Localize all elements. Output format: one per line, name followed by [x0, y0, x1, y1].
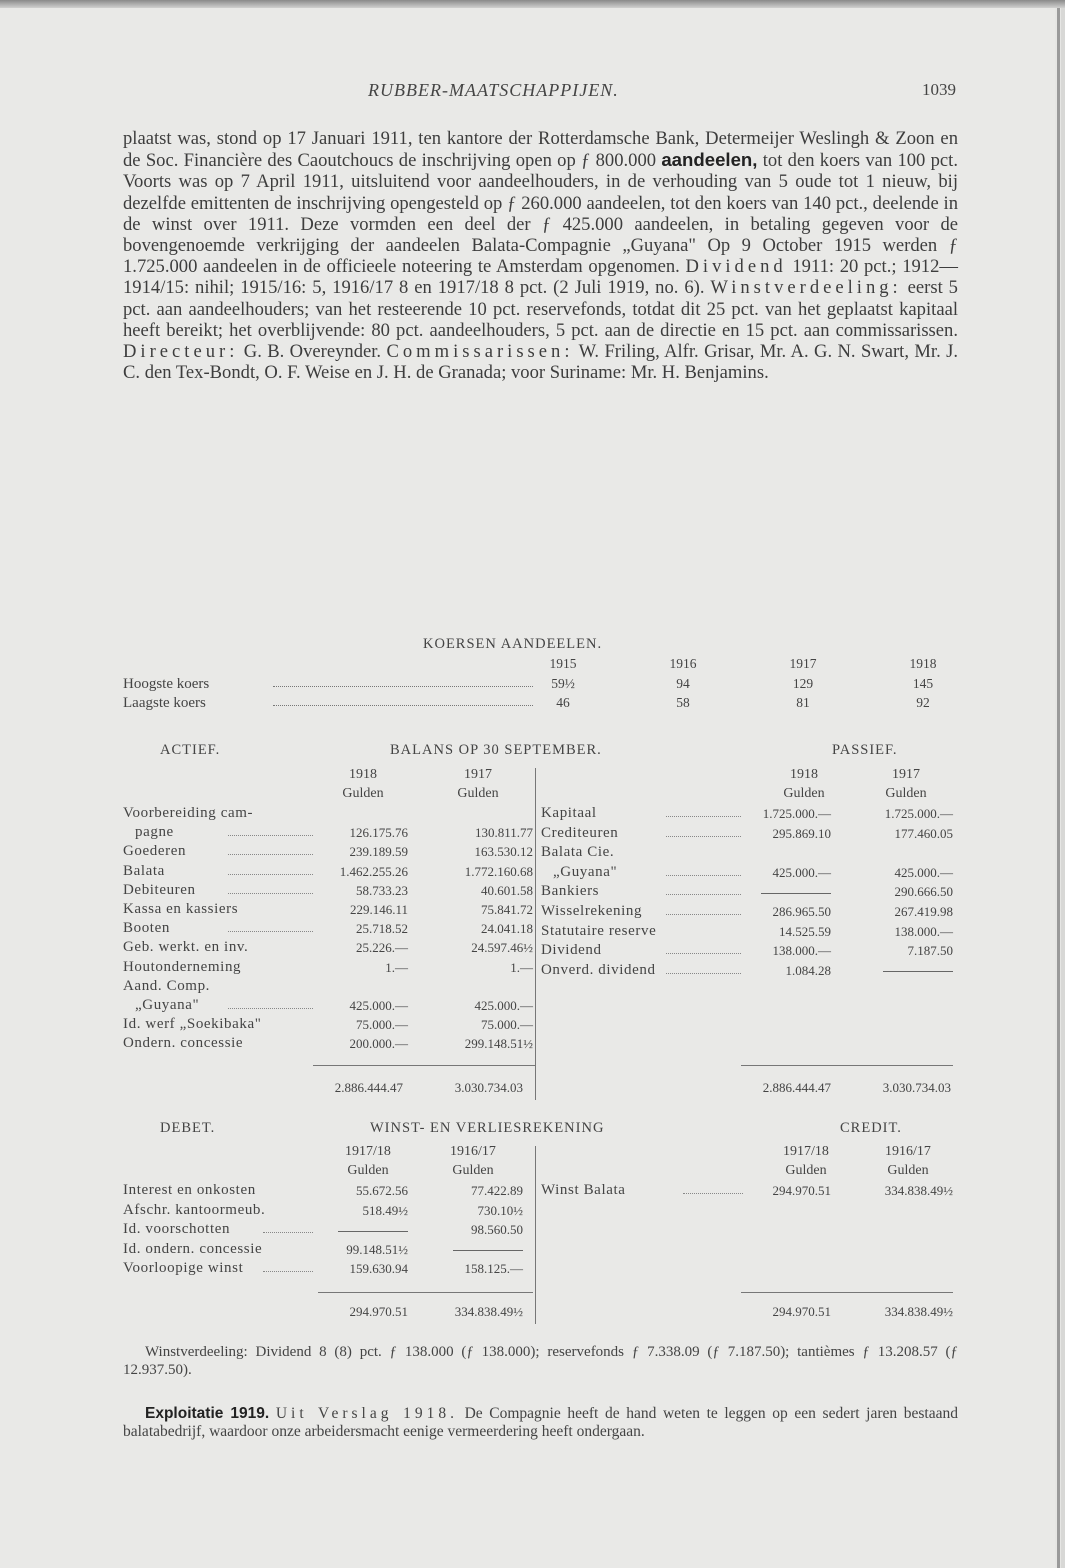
- empty-dash: [338, 1231, 408, 1232]
- col-unit: Gulden: [457, 786, 499, 801]
- table-row: [123, 959, 533, 977]
- col-unit: Gulden: [885, 786, 927, 801]
- label-dividend: Dividend: [685, 256, 787, 278]
- cell-value: 7.187.50: [907, 943, 953, 959]
- cell-value: 518.49½: [362, 1202, 408, 1218]
- winstverdeeling-note: [123, 1343, 958, 1379]
- cell-value: 286.965.50: [772, 904, 831, 919]
- cell-value: 177.460.05: [894, 825, 953, 841]
- wv-credit-table: [541, 1142, 953, 1322]
- dot-leader: [666, 816, 741, 817]
- page-number: 1039: [922, 80, 956, 99]
- cell-value: 75.000.—: [356, 1017, 408, 1033]
- koersen-year-row: [123, 656, 948, 674]
- cell-value: 290.666.50: [894, 884, 953, 900]
- table-row: [541, 962, 953, 980]
- cell-value: 239.189.59: [349, 844, 408, 860]
- row-label: Laagste koers: [123, 695, 206, 711]
- cell-value: 425.000.—: [772, 864, 831, 880]
- dot-leader: [666, 875, 741, 876]
- row-label: Kapitaal: [541, 805, 597, 821]
- cell-value: 25.226.—: [356, 940, 408, 956]
- cell-value: 730.10½: [477, 1202, 523, 1218]
- row-label: „Guyana": [135, 997, 200, 1013]
- table-row: [123, 939, 533, 957]
- col-year-1917: 1917: [892, 767, 920, 782]
- row-label: Ondern. concessie: [123, 1035, 244, 1052]
- cell-value: 99.148.51½: [346, 1241, 408, 1257]
- table-row: [123, 997, 533, 1015]
- col-unit: Gulden: [452, 1163, 494, 1178]
- row-label: Balata Cie.: [541, 844, 615, 861]
- table-row: [541, 903, 953, 921]
- row-label: Statutaire reserve: [541, 922, 657, 939]
- cell-value: 77.422.89: [471, 1183, 523, 1198]
- row-label: Goederen: [123, 843, 187, 860]
- dot-leader: [666, 894, 741, 895]
- col-year-1918: 1918: [349, 767, 377, 782]
- cell-value: 267.419.98: [894, 904, 953, 919]
- body-text-3: 1911: 20 pct.; 1912—1914/15: nihil; 1915/16: 5, 1916/17 8 en 1917/18 8 pct. (2 Juli 1919, no. 6).: [123, 256, 958, 299]
- row-label: Onverd. dividend: [541, 961, 656, 978]
- year-1915: 1915: [549, 656, 577, 671]
- cell-value: 299.148.51½: [464, 1036, 533, 1052]
- credit-total-1917-18: 294.970.51: [772, 1304, 831, 1319]
- bold-term-aandeelen: aandeelen,: [661, 149, 758, 171]
- cell-value: 1.725.000.—: [762, 806, 831, 821]
- dot-leader: [228, 1008, 313, 1009]
- cell-value: [841, 963, 953, 979]
- passief-total-1918: 2.886.444.47: [762, 1080, 831, 1095]
- empty-dash: [883, 971, 953, 972]
- cell-value: 425.000.—: [474, 998, 533, 1013]
- running-header: [0, 80, 1065, 104]
- row-label: „Guyana": [553, 863, 618, 880]
- col-unit: Gulden: [887, 1163, 929, 1178]
- row-label: Dividend: [541, 942, 602, 959]
- table-row: [123, 863, 533, 881]
- credit-total-1916-17: 334.838.49½: [884, 1304, 953, 1319]
- body-text-6: W. Friling, Alfr. Grisar, Mr. A. G. N. Swart, Mr. J. C. den Tex-Bondt, O. F. Weise en J. H. de Granada; voor Suriname: Mr. H. Benjamins.: [123, 341, 958, 384]
- cell-value: 24.597.46½: [471, 940, 533, 956]
- dot-leader: [228, 835, 313, 836]
- table-row: [541, 942, 953, 960]
- cell-value: 229.146.11: [349, 902, 408, 917]
- table-row: [123, 1035, 533, 1053]
- total-rule: [741, 1292, 953, 1293]
- row-label: Booten: [123, 920, 170, 937]
- scan-edge-right-margin: [1061, 8, 1065, 1568]
- passief-label: PASSIEF.: [832, 742, 898, 758]
- cell-value: 1.—: [385, 959, 408, 975]
- cell-value: 425.000.—: [349, 998, 408, 1013]
- col-unit: Gulden: [342, 786, 384, 801]
- cell-value: 200.000.—: [349, 1036, 408, 1052]
- cell-value: 1.462.255.26: [339, 863, 408, 879]
- scan-edge-right: [1057, 8, 1060, 1568]
- cell-value: 98.560.50: [471, 1222, 523, 1237]
- cell-value: 130.811.77: [474, 825, 533, 841]
- dot-leader: [666, 914, 741, 915]
- row-label: Aand. Comp.: [123, 977, 211, 994]
- debet-label: DEBET.: [160, 1120, 216, 1136]
- year-1918: 1918: [909, 656, 937, 671]
- table-row: [123, 920, 533, 938]
- koersen-row-laagste: [123, 695, 948, 713]
- dot-leader: [263, 1271, 313, 1272]
- body-text-4: eerst 5 pct. aan aandeelhouders; van het resteerende 10 pct. reservefonds, totdat dit 25 pct. van het geplaatst kapitaal heeft bereikt; het overblijvende: 80 pct. aandeelhouders, 5 pct. aan de directie en 15 pct. aan commissarissen.: [123, 277, 958, 341]
- year-1917: 1917: [789, 656, 817, 671]
- value: 94: [676, 676, 690, 691]
- body-paragraph: [123, 128, 958, 383]
- col-year-1916-17: 1916/17: [885, 1144, 931, 1159]
- cell-value: 58.733.23: [356, 882, 408, 898]
- cell-value: 24.041.18: [481, 921, 533, 937]
- table-row: [541, 805, 953, 823]
- actief-total-1918: 2.886.444.47: [334, 1080, 403, 1095]
- value: 58: [676, 695, 690, 710]
- cell-value: 1.—: [510, 959, 533, 975]
- cell-value: 163.530.12: [474, 844, 533, 860]
- row-label: Id. voorschotten: [123, 1221, 231, 1237]
- empty-dash: [761, 893, 831, 894]
- row-label: Voorbereiding cam-: [123, 805, 254, 821]
- passief-total-1917: 3.030.734.03: [882, 1080, 951, 1095]
- table-row: [123, 805, 533, 823]
- label-winstverdeeling: Winstverdeeling:: [710, 277, 902, 299]
- wv-title: WINST- EN VERLIESREKENING: [370, 1120, 605, 1136]
- cell-value: 1.725.000.—: [884, 806, 953, 821]
- cell-value: 75.000.—: [481, 1017, 533, 1033]
- value: 145: [912, 676, 934, 691]
- table-row: [123, 824, 533, 842]
- row-label: Interest en onkosten: [123, 1182, 256, 1198]
- dot-leader: [273, 705, 533, 706]
- row-label: Voorloopige winst: [123, 1260, 244, 1276]
- empty-dash: [453, 1250, 523, 1251]
- cell-value: 425.000.—: [894, 864, 953, 880]
- cell-value: 75.841.72: [481, 902, 533, 917]
- cell-value: 159.630.94: [349, 1261, 408, 1276]
- cell-value: 55.672.56: [356, 1183, 408, 1198]
- label-directeur: Directeur:: [123, 341, 239, 363]
- koersen-row-hoogste: [123, 676, 948, 694]
- dot-leader: [263, 1232, 313, 1233]
- cell-value: 334.838.49½: [884, 1183, 953, 1198]
- table-row: [541, 825, 953, 843]
- cell-value: [731, 884, 831, 900]
- cell-value: 126.175.76: [349, 825, 408, 841]
- row-label: pagne: [135, 824, 174, 841]
- row-label: Crediteuren: [541, 824, 619, 841]
- table-row: [123, 1221, 533, 1239]
- label-commissarissen: Commissarissen:: [386, 341, 574, 363]
- row-label: Afschr. kantoormeub.: [123, 1201, 266, 1218]
- cell-value: 14.525.59: [779, 923, 831, 939]
- dot-leader: [666, 836, 741, 837]
- row-label: Houtonderneming: [123, 958, 242, 975]
- col-unit: Gulden: [783, 786, 825, 801]
- cell-value: 158.125.—: [464, 1261, 523, 1276]
- row-label: Balata: [123, 862, 165, 879]
- wv-divider: [535, 1146, 536, 1324]
- table-row: [541, 844, 953, 862]
- row-label: Hoogste koers: [123, 676, 210, 692]
- dot-leader: [228, 893, 313, 894]
- value: 92: [916, 695, 930, 710]
- value: 81: [796, 695, 810, 710]
- koersen-title: KOERSEN AANDEELEN.: [423, 636, 603, 652]
- cell-value: 138.000.—: [894, 923, 953, 939]
- col-year-1917-18: 1917/18: [783, 1144, 829, 1159]
- table-row: [123, 978, 533, 996]
- row-label: Winst Balata: [541, 1182, 626, 1198]
- balans-actief-table: [123, 765, 533, 1105]
- cell-value: 1.772.160.68: [464, 863, 533, 879]
- debet-total-1916-17: 334.838.49½: [454, 1304, 523, 1319]
- body-text-2: tot den koers van 100 pct. Voorts was op 7 April 1911, uitsluitend voor aandeelhouders, in de verhouding van 5 oude tot 1 nieuw, bij dezelfde emittenten de inschrijving opengesteld op ƒ 260.000 aandeelen, tot den koers van 140 pct., deelende in de winst over 1911. Deze vormden een deel der ƒ 425.000 aandeelen, in betaling gegeven voor de bovengenoemde verkrijging der aandeelen Balata-Compagnie „Guyana" Op 9 October 1915 werden ƒ 1.725.000 aandeelen in de officieele noteering te Amsterdam opgenomen.: [123, 150, 958, 278]
- dot-leader: [228, 854, 313, 855]
- winstverdeeling-text: Winstverdeeling: Dividend 8 (8) pct. ƒ 138.000 (ƒ 138.000); reservefonds ƒ 7.338.09 (ƒ 7.187.50); tantièmes ƒ 13.208.57 (ƒ 12.937.50).: [123, 1344, 958, 1378]
- total-rule: [318, 1292, 533, 1293]
- body-text-1: plaatst was, stond op 17 Januari 1911, ten kantore der Rotterdamsche Bank, Determeijer Weslingh & Zoon en de Soc. Financière des Caoutchoucs de inschrijving open op ƒ 800.000: [123, 128, 958, 172]
- cell-value: 294.970.51: [772, 1183, 831, 1198]
- table-row: [541, 1182, 953, 1200]
- cell-value: [308, 1222, 408, 1238]
- col-year-1918: 1918: [790, 767, 818, 782]
- actief-label: ACTIEF.: [160, 742, 221, 758]
- table-row: [123, 843, 533, 861]
- table-row: [123, 882, 533, 900]
- dot-leader: [666, 953, 741, 954]
- table-row: [123, 1260, 533, 1278]
- table-row: [541, 883, 953, 901]
- running-title: RUBBER-MAATSCHAPPIJEN.: [368, 80, 619, 100]
- table-row: [541, 864, 953, 882]
- dot-leader: [273, 686, 533, 687]
- dot-leader: [666, 973, 741, 974]
- table-row: [123, 1202, 533, 1220]
- row-label: Geb. werkt. en inv.: [123, 939, 249, 956]
- body-text-5: G. B. Overeynder.: [238, 341, 387, 363]
- cell-value: [413, 1242, 523, 1258]
- balans-title: BALANS OP 30 SEPTEMBER.: [390, 742, 602, 758]
- cell-value: 1.084.28: [785, 962, 831, 978]
- cell-value: 25.718.52: [356, 921, 408, 937]
- exploitatie-heading: Exploitatie 1919.: [145, 1405, 270, 1422]
- table-row: [541, 923, 953, 941]
- wv-debet-table: [123, 1142, 533, 1322]
- exploitatie-source: Uit Verslag 1918.: [275, 1405, 458, 1422]
- value: 129: [792, 676, 814, 691]
- scan-edge-top: [0, 0, 1065, 8]
- row-label: Id. werf „Soekibaka": [123, 1016, 262, 1033]
- balans-divider: [535, 768, 536, 1100]
- dot-leader: [228, 874, 313, 875]
- actief-total-1917: 3.030.734.03: [454, 1080, 523, 1095]
- col-unit: Gulden: [785, 1163, 827, 1178]
- debet-total-1917-18: 294.970.51: [349, 1304, 408, 1319]
- row-label: Kassa en kassiers: [123, 901, 239, 917]
- total-rule: [313, 1065, 535, 1066]
- year-1916: 1916: [669, 656, 697, 671]
- col-year-1917: 1917: [464, 767, 492, 782]
- exploitatie-text: De Compagnie heeft de hand weten te leggen op een sedert jaren bestaand balatabedrijf, waardoor onze arbeidersmacht eenige vermeerdering heeft ondergaan.: [123, 1405, 958, 1440]
- cell-value: 295.869.10: [772, 825, 831, 841]
- row-label: Bankiers: [541, 883, 600, 900]
- row-label: Id. ondern. concessie: [123, 1240, 263, 1257]
- col-unit: Gulden: [347, 1163, 389, 1178]
- value: 59½: [551, 676, 575, 691]
- row-label: Wisselrekening: [541, 903, 643, 919]
- credit-label: CREDIT.: [840, 1120, 902, 1136]
- table-row: [123, 1182, 533, 1200]
- cell-value: 40.601.58: [481, 882, 533, 898]
- balans-passief-table: [541, 765, 953, 1105]
- value: 46: [556, 695, 570, 710]
- table-row: [123, 901, 533, 919]
- dot-leader: [228, 931, 313, 932]
- exploitatie-paragraph: [123, 1405, 958, 1441]
- table-row: [123, 1016, 533, 1034]
- cell-value: 138.000.—: [772, 943, 831, 959]
- col-year-1917-18: 1917/18: [345, 1144, 391, 1159]
- table-row: [123, 1241, 533, 1259]
- col-year-1916-17: 1916/17: [450, 1144, 496, 1159]
- total-rule: [741, 1065, 953, 1066]
- row-label: Debiteuren: [123, 881, 196, 898]
